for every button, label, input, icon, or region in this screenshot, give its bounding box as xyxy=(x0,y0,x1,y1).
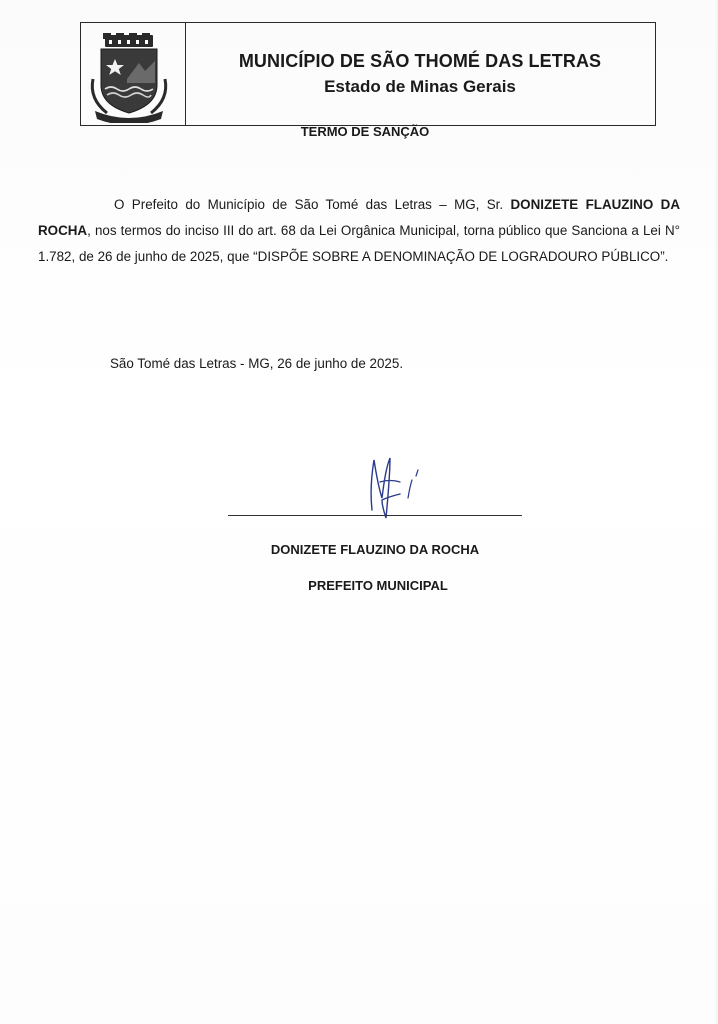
header-divider xyxy=(185,23,186,125)
municipal-coat-of-arms-icon xyxy=(87,33,171,123)
paragraph-intro: O Prefeito do Município de São Tomé das Letras – MG, Sr. xyxy=(114,197,511,212)
municipality-title: MUNICÍPIO DE SÃO THOMÉ DAS LETRAS xyxy=(238,51,602,71)
handwritten-signature-icon xyxy=(360,452,436,528)
scan-edge xyxy=(714,0,718,1024)
sanction-paragraph xyxy=(38,192,680,270)
mayor-name: DONIZETE FLAUZINO DA ROCHA xyxy=(38,197,680,238)
place-and-date: São Tomé das Letras - MG, 26 de junho de 2025. xyxy=(110,356,404,371)
signature-line xyxy=(228,515,522,516)
state-subtitle: Estado de Minas Gerais xyxy=(324,77,516,96)
signer-role: PREFEITO MUNICIPAL xyxy=(308,578,448,593)
document-title: TERMO DE SANÇÃO xyxy=(300,124,430,139)
paragraph-text: , nos termos do inciso III do art. 68 da Lei Orgânica Municipal, torna público que Sanciona a Lei N° 1.782, de 26 de junho de 2025, que “DISPÕE SOBRE A DENOMINAÇÃO DE LOGRADOURO PÚBLICO”. xyxy=(38,223,680,264)
signer-name: DONIZETE FLAUZINO DA ROCHA xyxy=(270,542,480,557)
letterhead xyxy=(80,22,656,126)
